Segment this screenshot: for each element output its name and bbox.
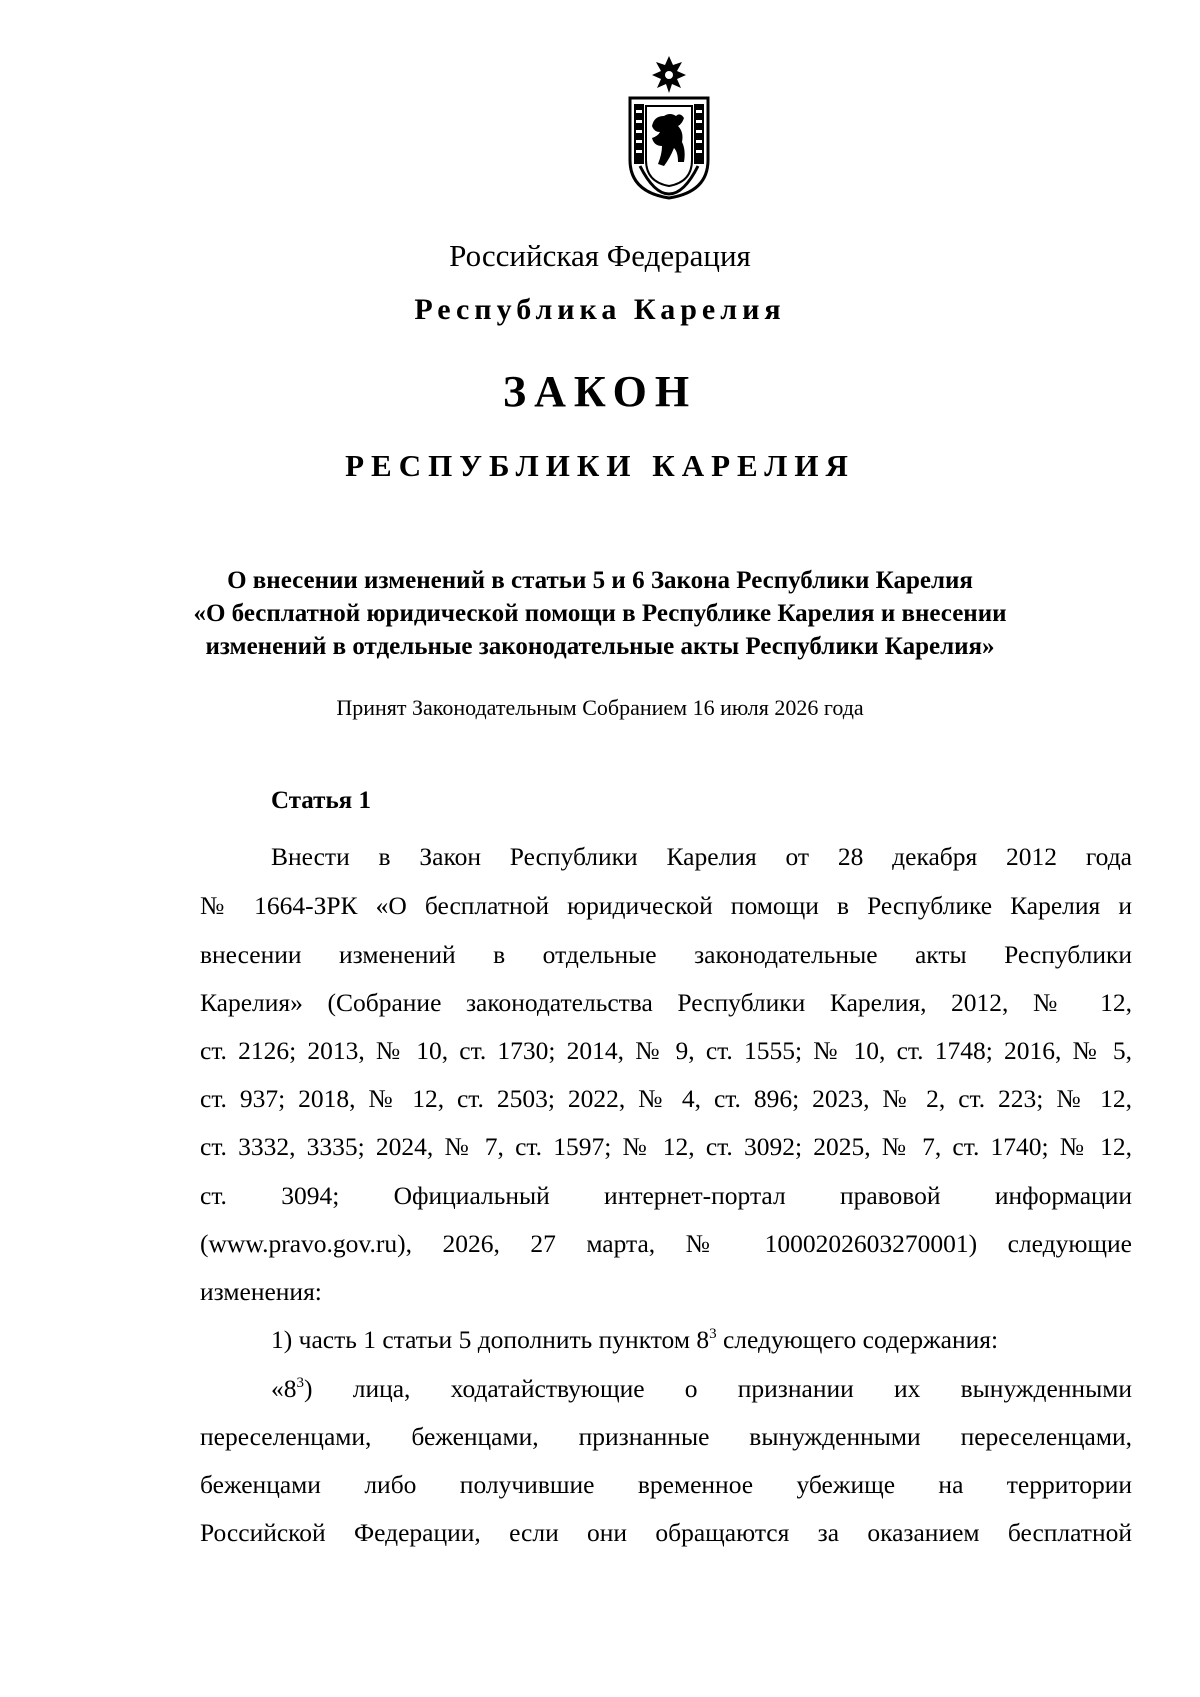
republic-name: Республика Карелия <box>414 293 786 326</box>
body-line: беженцами либо получившие временное убежище на территории <box>200 1470 1132 1499</box>
body-line: ст. 937; 2018, № 12, ст. 2503; 2022, № 4, ст. 896; 2023, № 2, ст. 223; № 12, <box>200 1084 1132 1113</box>
law-title-line: изменений в отдельные законодательные акты Республики Карелия» <box>205 633 995 660</box>
body-line: (www.pravo.gov.ru), 2026, 27 марта, № 1000202603270001) следующие <box>200 1229 1132 1258</box>
law-title-line: «О бесплатной юридической помощи в Республике Карелия и внесении <box>193 600 1007 627</box>
document-issuer: РЕСПУБЛИКИ КАРЕЛИЯ <box>345 448 855 483</box>
document-type: ЗАКОН <box>502 367 698 416</box>
adoption-note: Принят Законодательным Собранием 16 июля 2026 года <box>336 695 864 720</box>
body-line: ст. 2126; 2013, № 10, ст. 1730; 2014, № 9, ст. 1555; № 10, ст. 1748; 2016, № 5, <box>200 1036 1132 1065</box>
article-heading: Статья 1 <box>271 787 371 814</box>
law-title-line: О внесении изменений в статьи 5 и 6 Закона Республики Карелия <box>227 567 973 594</box>
law-title <box>0 564 1200 663</box>
country-name: Российская Федерация <box>449 238 751 273</box>
body-line: ст. 3094; Официальный интернет-портал правовой информации <box>200 1181 1132 1210</box>
karelia-coat-of-arms <box>624 54 714 200</box>
body-line: Российской Федерации, если они обращаются за оказанием бесплатной <box>200 1518 1132 1547</box>
body-line: ст. 3332, 3335; 2024, № 7, ст. 1597; № 12, ст. 3092; 2025, № 7, ст. 1740; № 12, <box>200 1132 1132 1161</box>
item-1: 1) часть 1 статьи 5 дополнить пунктом $8^3$ следующего содержания: <box>271 1325 999 1354</box>
body-line: внесении изменений в отдельные законодательные акты Республики <box>200 940 1132 969</box>
body-line: изменения: <box>200 1277 322 1306</box>
quote-first-line: «$8^3$) лица, ходатайствующие о признании их вынужденными <box>271 1374 1132 1403</box>
body-line: Карелия» (Собрание законодательства Республики Карелия, 2012, № 12, <box>200 988 1132 1017</box>
body-line: № 1664-ЗРК «О бесплатной юридической помощи в Республике Карелия и <box>200 891 1132 920</box>
body-line: Внести в Закон Республики Карелия от 28 декабря 2012 года <box>271 842 1132 871</box>
body-line: переселенцами, беженцами, признанные вынужденными переселенцами, <box>200 1422 1132 1451</box>
